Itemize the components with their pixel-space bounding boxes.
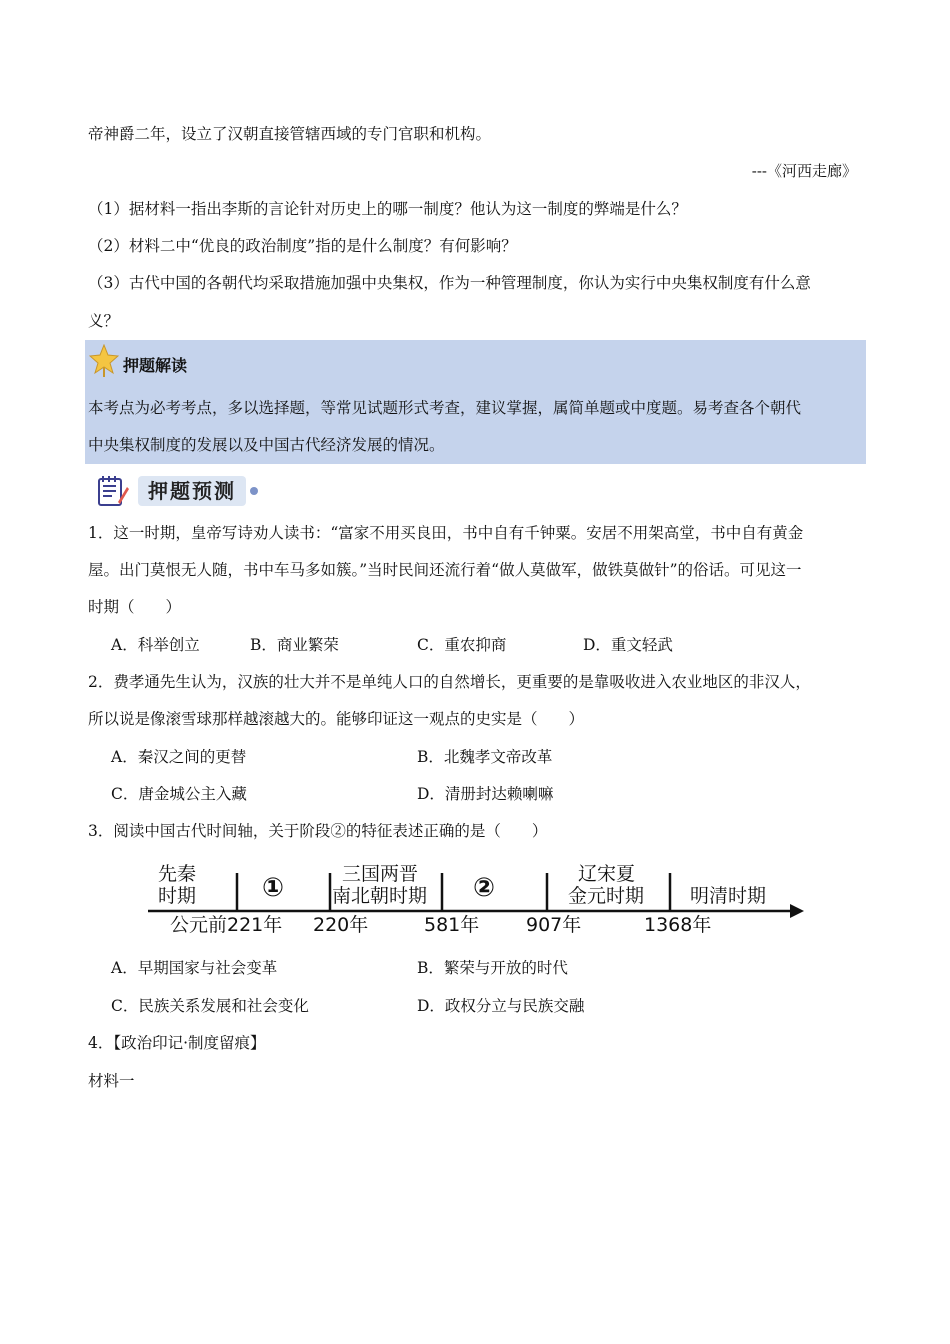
decorative-dot <box>250 487 258 495</box>
timeline-figure <box>140 858 820 948</box>
material-label: 材料一 <box>88 1072 135 1090</box>
analysis-text: 中央集权制度的发展以及中国古代经济发展的情况。 <box>88 436 445 454</box>
timeline-stage-1: ① <box>262 873 285 903</box>
timeline-period: 辽宋夏 <box>578 863 636 885</box>
question-line: （3）古代中国的各朝代均采取措施加强中央集权，作为一种管理制度，你认为实行中央集权制度有什么意 <box>88 274 811 292</box>
question-line: 义？ <box>88 312 120 330</box>
timeline-period: 先秦 <box>158 863 197 885</box>
timeline-period: 时期 <box>158 885 197 907</box>
analysis-text: 本考点为必考考点，多以选择题，等常见试题形式考查，建议掌握，属简单题或中度题。易考查各个朝代 <box>88 399 802 417</box>
timeline-date: 581年 <box>424 914 480 936</box>
notepad-pencil-icon <box>96 474 130 508</box>
timeline-date: 1368年 <box>644 914 712 936</box>
option-b[interactable]: B．商业繁荣 <box>250 636 339 654</box>
option-b[interactable]: B．繁荣与开放的时代 <box>417 959 568 977</box>
option-d[interactable]: D．重文轻武 <box>583 636 673 654</box>
question-line: （1）据材料一指出李斯的言论针对历史上的哪一制度？他认为这一制度的弊端是什么？ <box>88 200 687 218</box>
timeline-period: 三国两晋 <box>342 863 419 885</box>
material-source: ---《河西走廊》 <box>751 162 857 180</box>
prediction-title: 押题预测 <box>138 476 246 506</box>
timeline-period: 明清时期 <box>690 885 767 907</box>
timeline-period: 金元时期 <box>568 885 645 907</box>
material-text: 帝神爵二年，设立了汉朝直接管辖西域的专门官职和机构。 <box>88 125 492 143</box>
timeline-date: 220年 <box>313 914 369 936</box>
option-c[interactable]: C．唐金城公主入藏 <box>111 785 247 803</box>
timeline-date: 公元前221年 <box>170 914 283 936</box>
question-4-title: 4．【政治印记·制度留痕】 <box>88 1034 266 1052</box>
timeline-period: 南北朝时期 <box>332 885 428 907</box>
option-a[interactable]: A．秦汉之间的更替 <box>111 748 247 766</box>
question-1-line: 屋。出门莫恨无人随，书中车马多如簇。”当时民间还流行着“做人莫做军，做铁莫做针”的俗话。可见这一 <box>88 561 802 579</box>
timeline-date: 907年 <box>526 914 582 936</box>
question-1-line: 时期（ ） <box>88 598 182 616</box>
question-3-line: 3．阅读中国古代时间轴，关于阶段②的特征表述正确的是（ ） <box>88 822 548 840</box>
question-2-line: 2．费孝通先生认为，汉族的壮大并不是单纯人口的自然增长，更重要的是靠吸收进入农业地区的非汉人， <box>88 673 811 691</box>
option-a[interactable]: A．早期国家与社会变革 <box>111 959 278 977</box>
option-a[interactable]: A．科举创立 <box>111 636 200 654</box>
option-c[interactable]: C．民族关系发展和社会变化 <box>111 997 309 1015</box>
star-icon <box>89 344 119 378</box>
timeline-stage-2: ② <box>473 873 496 903</box>
option-d[interactable]: D．政权分立与民族交融 <box>417 997 585 1015</box>
analysis-title: 押题解读 <box>123 356 188 375</box>
question-2-line: 所以说是像滚雪球那样越滚越大的。能够印证这一观点的史实是（ ） <box>88 710 585 728</box>
option-c[interactable]: C．重农抑商 <box>417 636 507 654</box>
question-line: （2）材料二中“优良的政治制度”指的是什么制度？有何影响？ <box>88 237 517 255</box>
option-d[interactable]: D．清册封达赖喇嘛 <box>417 785 554 803</box>
question-1-line: 1．这一时期，皇帝写诗劝人读书：“富家不用买良田，书中自有千钟粟。安居不用架高堂，书中自有黄金 <box>88 524 804 542</box>
option-b[interactable]: B．北魏孝文帝改革 <box>417 748 553 766</box>
